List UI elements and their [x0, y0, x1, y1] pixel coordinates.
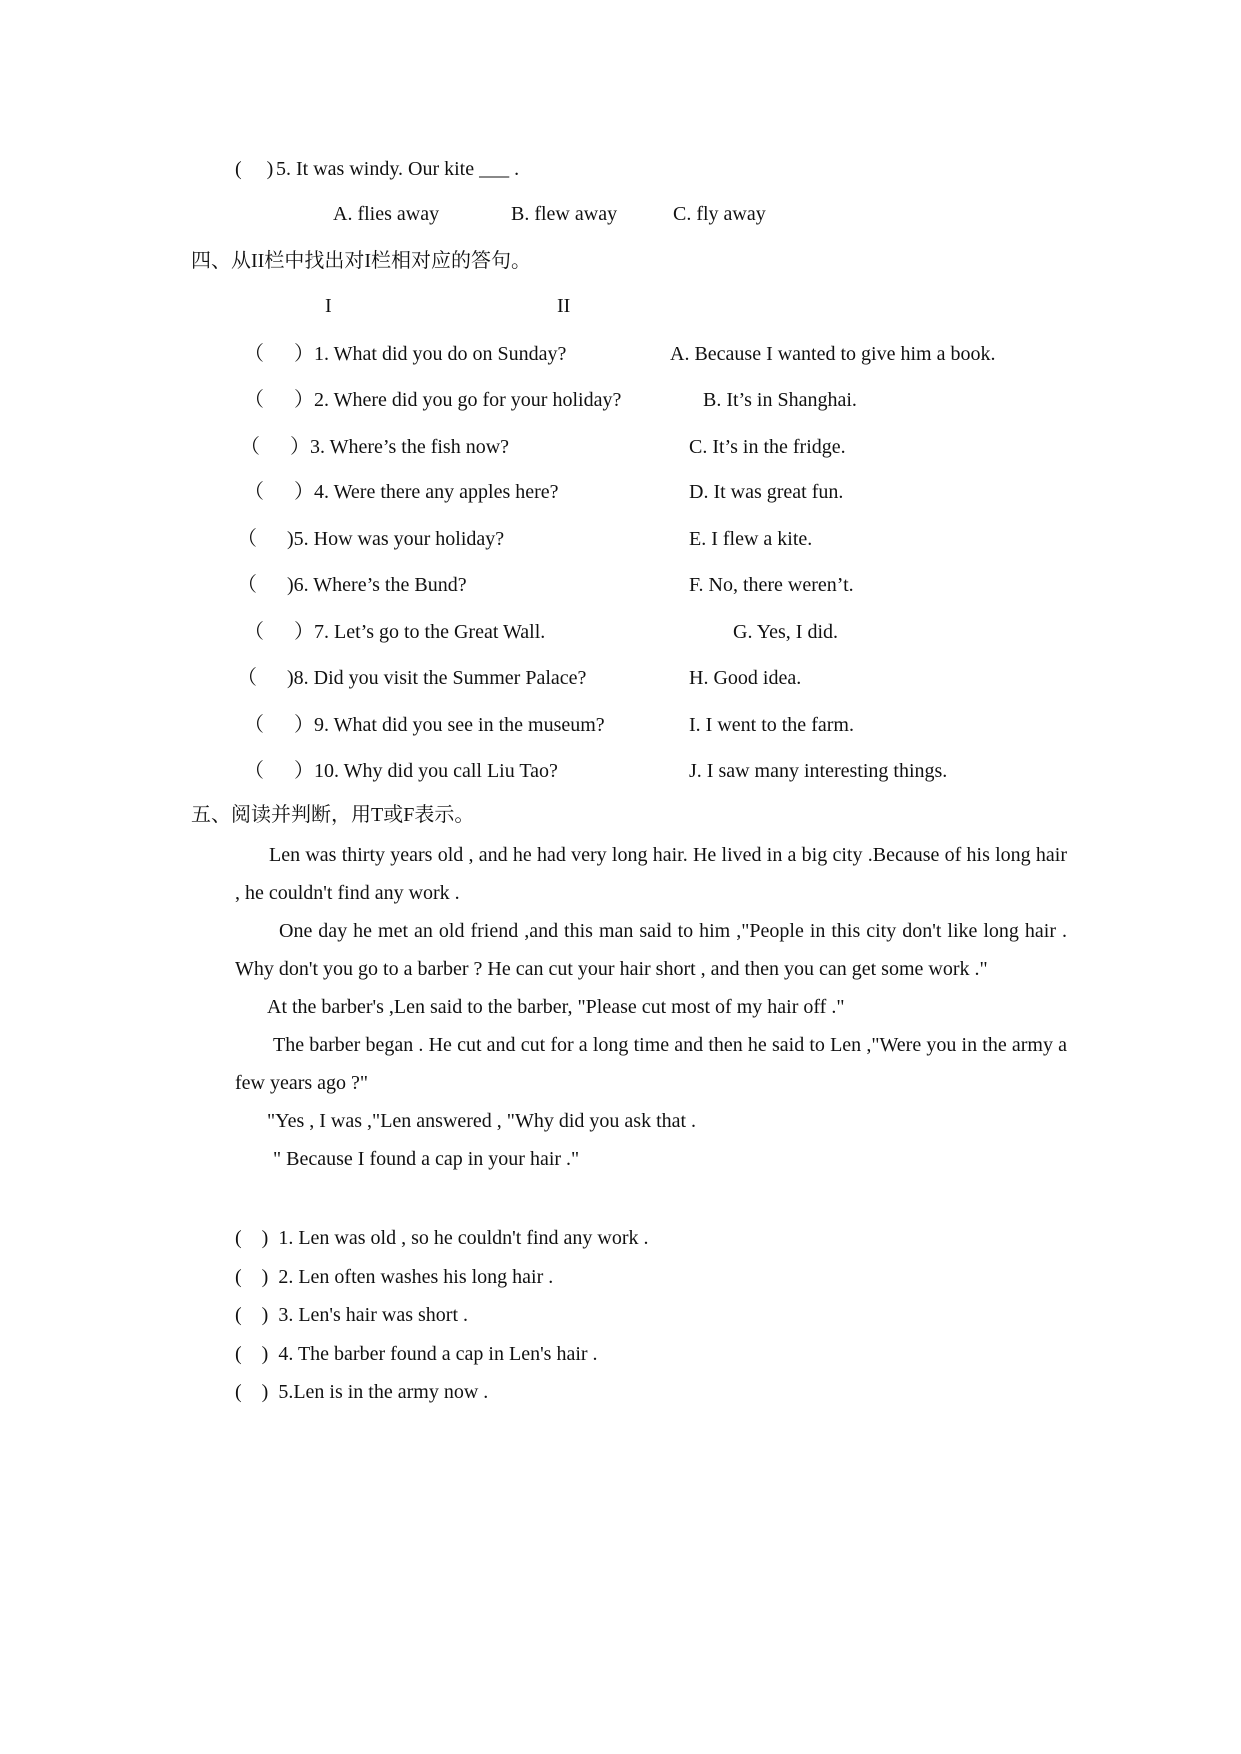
- true-false-statement[interactable]: ( ) 2. Len often washes his long hair .: [235, 1265, 554, 1288]
- match-answer: D. It was great fun.: [689, 481, 844, 503]
- passage-paragraph: " Because I found a cap in your hair .": [273, 1148, 580, 1170]
- answer-blank[interactable]: （: [237, 667, 257, 689]
- answer-blank[interactable]: （: [244, 760, 264, 782]
- q5-paren[interactable]: ( ): [235, 158, 274, 180]
- match-answer: H. Good idea.: [689, 667, 802, 689]
- section5-heading: 五、阅读并判断，用T或F表示。: [191, 804, 475, 826]
- answer-blank[interactable]: （: [244, 389, 264, 411]
- match-question: ）3. Where’s the fish now?: [290, 436, 510, 458]
- match-question: )8. Did you visit the Summer Palace?: [287, 667, 587, 689]
- passage-paragraph: The barber began . He cut and cut for a long time and then he said to Len ,"Were you in the army a few years ago ?": [235, 1034, 1067, 1094]
- passage-paragraph: "Yes , I was ,"Len answered , "Why did you ask that .: [267, 1110, 697, 1132]
- true-false-statement[interactable]: ( ) 5.Len is in the army now .: [235, 1381, 489, 1403]
- answer-blank[interactable]: （: [240, 436, 260, 458]
- section4-heading: 四、从II栏中找出对I栏相对应的答句。: [191, 250, 531, 272]
- match-question: ）9. What did you see in the museum?: [294, 714, 605, 736]
- passage-paragraph: At the barber's ,Len said to the barber, "Please cut most of my hair off .": [267, 996, 845, 1018]
- match-answer: G. Yes, I did.: [733, 621, 839, 643]
- match-answer: E. I flew a kite.: [689, 528, 813, 550]
- match-answer: F. No, there weren’t.: [689, 574, 854, 596]
- q5-text: 5. It was windy. Our kite ___ .: [276, 158, 520, 180]
- column-ii-label: II: [557, 295, 571, 317]
- answer-blank[interactable]: （: [244, 481, 264, 503]
- passage-paragraph: Len was thirty years old , and he had very long hair. He lived in a big city .Because of his long hair , he couldn't find any work .: [235, 844, 1067, 904]
- passage-paragraph: One day he met an old friend ,and this man said to him ,"People in this city don't like long hair . Why don't you go to a barber ? He can cut your hair short , and then you can get some work .": [235, 920, 1067, 980]
- match-answer: I. I went to the farm.: [689, 714, 854, 736]
- match-question: ）2. Where did you go for your holiday?: [294, 389, 622, 411]
- true-false-statement[interactable]: ( ) 3. Len's hair was short .: [235, 1304, 468, 1326]
- match-question: )5. How was your holiday?: [287, 528, 505, 550]
- match-answer: J. I saw many interesting things.: [689, 760, 948, 782]
- true-false-statement[interactable]: ( ) 4. The barber found a cap in Len's hair .: [235, 1342, 598, 1365]
- match-answer: C. It’s in the fridge.: [689, 436, 846, 458]
- answer-blank[interactable]: （: [244, 343, 264, 365]
- true-false-statement[interactable]: ( ) 1. Len was old , so he couldn't find any work .: [235, 1227, 649, 1249]
- column-i-label: I: [325, 295, 332, 317]
- match-answer: A. Because I wanted to give him a book.: [670, 343, 996, 365]
- match-question: )6. Where’s the Bund?: [287, 574, 467, 596]
- q5-option-c: C. fly away: [673, 203, 766, 225]
- answer-blank[interactable]: （: [237, 528, 257, 550]
- answer-blank[interactable]: （: [237, 574, 257, 596]
- reading-passage: [235, 836, 1067, 1178]
- match-question: ）4. Were there any apples here?: [294, 481, 559, 503]
- answer-blank[interactable]: （: [244, 714, 264, 736]
- match-question: ）1. What did you do on Sunday?: [294, 343, 567, 365]
- match-question: ）7. Let’s go to the Great Wall.: [294, 621, 546, 643]
- match-answer: B. It’s in Shanghai.: [703, 389, 857, 411]
- answer-blank[interactable]: （: [244, 621, 264, 643]
- q5-option-b: B. flew away: [511, 203, 618, 225]
- match-question: ）10. Why did you call Liu Tao?: [294, 760, 558, 782]
- q5-option-a: A. flies away: [333, 203, 440, 225]
